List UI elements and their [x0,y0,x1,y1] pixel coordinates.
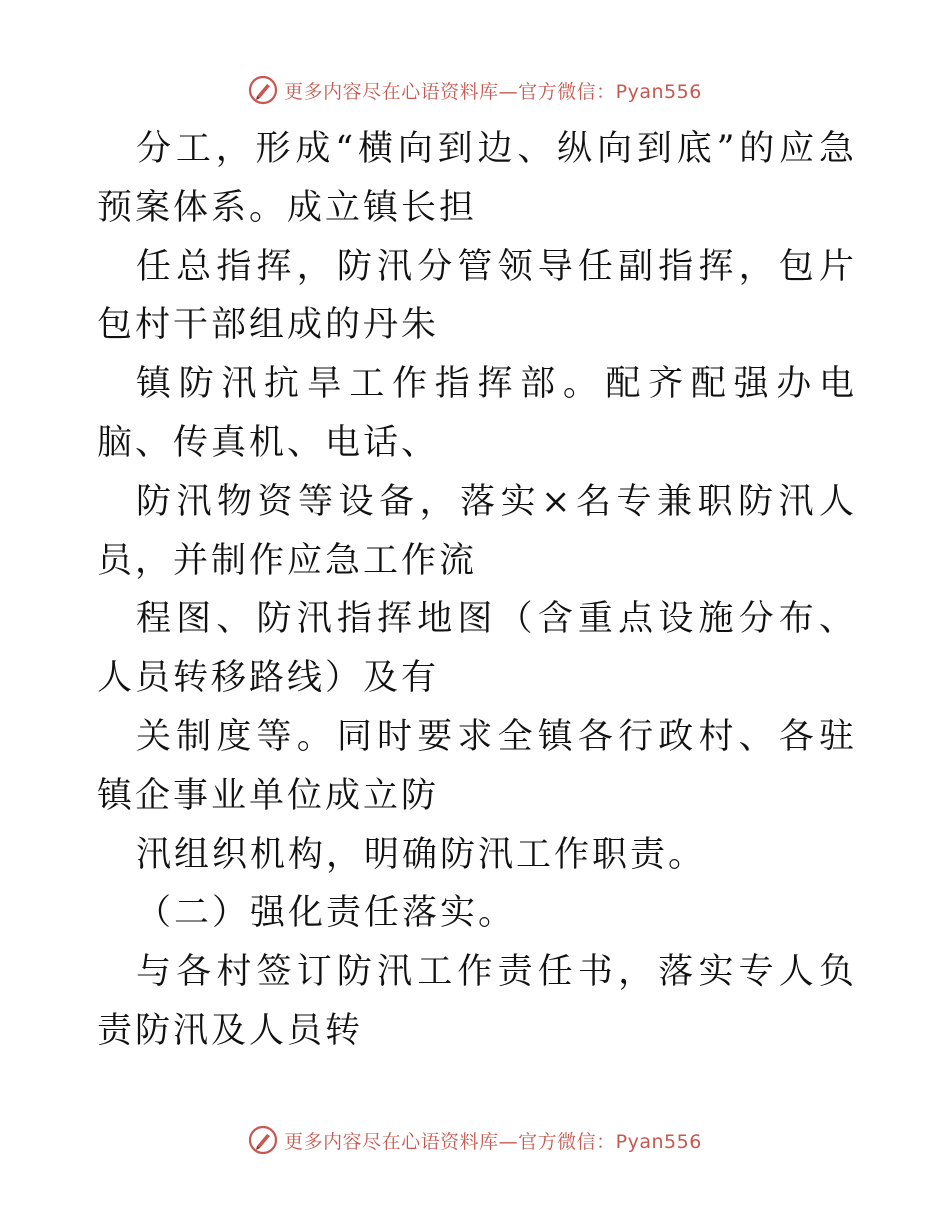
paragraph: 程图、防汛指挥地图（含重点设施分布、人员转移路线）及有 [97,599,857,699]
section-heading: （二）强化责任落实。 [136,893,517,934]
paragraph: 防汛物资等设备，落实×名专兼职防汛人员，并制作应急工作流 [97,481,857,581]
pen-logo-icon [248,75,278,105]
paragraph: 分工，形成“横向到边、纵向到底”的应急预案体系。成立镇长担 [97,129,857,228]
paragraph: 关制度等。同时要求全镇各行政村、各驻镇企事业单位成立防 [97,716,857,816]
document-body [97,120,857,1061]
paragraph: 与各村签订防汛工作责任书，落实专人负责防汛及人员转 [97,952,857,1051]
header-watermark [0,72,950,108]
footer-watermark [0,1122,950,1158]
paragraph: 任总指挥，防汛分管领导任副指挥，包片包村干部组成的丹朱 [97,246,857,346]
paragraph: 镇防汛抗旱工作指挥部。配齐配强办电脑、传真机、电话、 [97,364,857,463]
watermark-text: 更多内容尽在心语资料库—官方微信：Pyan556 [284,80,702,103]
pen-logo-icon [248,1125,278,1155]
watermark-text: 更多内容尽在心语资料库—官方微信：Pyan556 [284,1130,702,1153]
paragraph: 汛组织机构，明确防汛工作职责。 [136,834,707,875]
